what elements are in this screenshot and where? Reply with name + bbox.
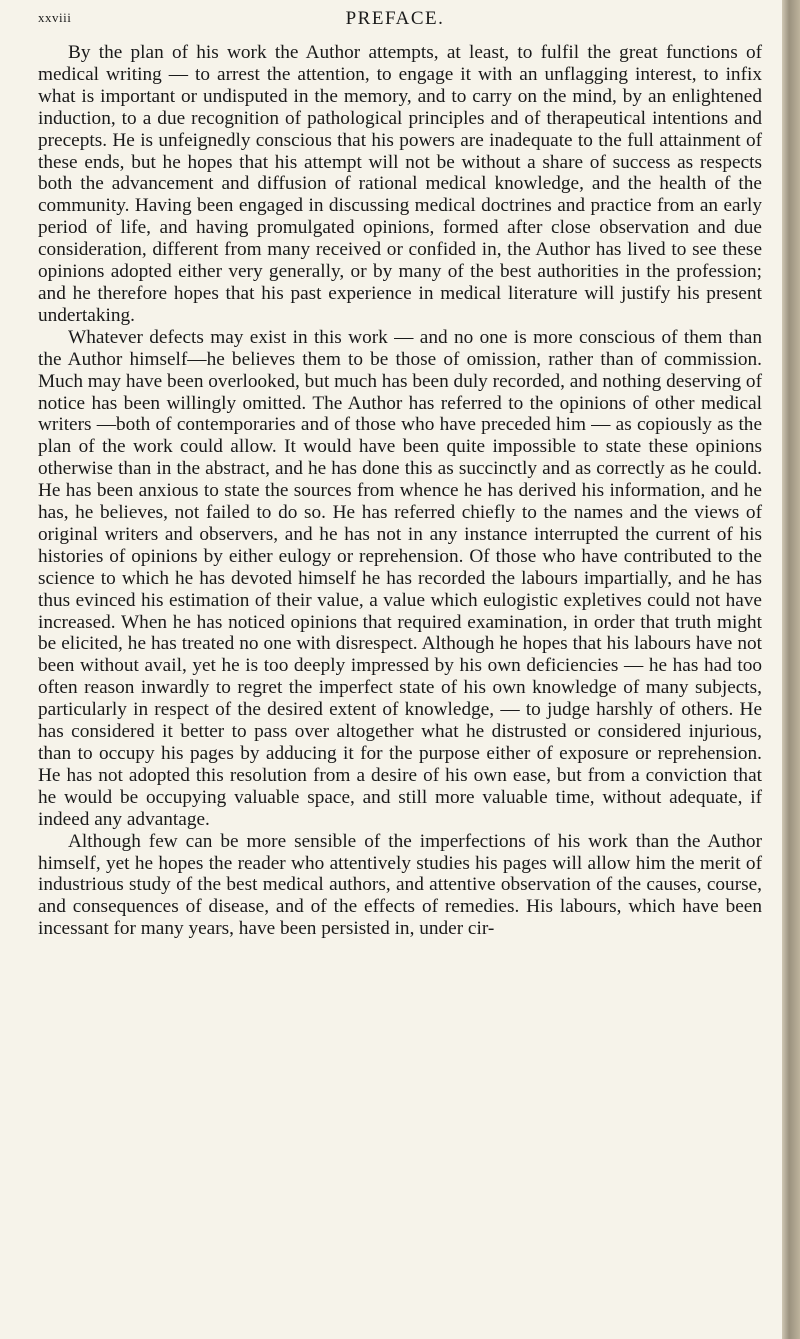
page-number: xxviii bbox=[38, 10, 72, 25]
paragraph: Although few can be more sensible of the imperfections of his work than the Author himself, yet he hopes the reader who attentively studies his pages will allow him the merit of industrious study of the best medical authors, and attentive observation of the causes, course, and consequences of disease, and of the effects of remedies. His labours, which have been incessant for many years, have been persisted in, under cir- bbox=[38, 830, 762, 940]
paragraph: By the plan of his work the Author attempts, at least, to fulfil the great functions of medical writing — to arrest the attention, to engage it with an unflagging interest, to infix what is important or undisputed in the memory, and to carry on the mind, by an enlightened induction, to a due recognition of pathological principles and of therapeutical intentions and precepts. He is unfeignedly conscious that his powers are inadequate to the full attainment of these ends, but he hopes that his attempt will not be without a share of success as respects both the advancement and diffusion of rational medical knowledge, and the health of the community. Having been engaged in discussing medical doctrines and practice from an early period of life, and having promulgated opinions, formed after close observation and due consideration, different from many received or confided in, the Author has lived to see these opinions adopted either very generally, or by many of the best authorities in the profession; and he therefore hopes that his past experience in medical literature will justify his present undertaking. bbox=[38, 42, 762, 326]
page-header bbox=[38, 8, 752, 44]
paragraph: Whatever defects may exist in this work — and no one is more conscious of them than the Author himself—he believes them to be those of omission, rather than of commission. Much may have been overlooked, but much has been duly recorded, and nothing deserving of notice has been willingly omitted. The Author has referred to the opinions of other medical writers —both of contemporaries and of those who have preceded him — as copiously as the plan of the work could allow. It would have been quite impossible to state these opinions otherwise than in the abstract, and he has done this as succinctly and as correctly as he could. He has been anxious to state the sources from whence he has derived his information, and he has, he believes, not failed to do so. He has referred chiefly to the names and the views of original writers and observers, and he has not in any instance interrupted the current of his histories of opinions by either eulogy or reprehension. Of those who have contributed to the science to which he has devoted himself he has recorded the labours impartially, and he has thus evinced his estimation of their value, a value which eulogistic expletives could not have increased. When he has noticed opinions that required examination, in order that truth might be elicited, he has treated no one with disrespect. Although he hopes that his labours have not been without avail, yet he is too deeply impressed by his own deficiencies — he has had too often reason inwardly to regret the imperfect state of his own knowledge of many subjects, particularly in respect of the desired extent of knowledge, — to judge harshly of others. He has considered it better to pass over altogether what he distrusted or considered injurious, than to occupy his pages by adducing it for the purpose either of exposure or reprehension. He has not adopted this resolution from a desire of his own ease, but from a conviction that he would be occupying valuable space, and still more valuable time, without adequate, if indeed any advantage. bbox=[38, 326, 762, 830]
running-title: PREFACE. bbox=[345, 8, 445, 29]
page-edge-shadow bbox=[782, 0, 800, 1339]
body-text bbox=[38, 42, 762, 940]
